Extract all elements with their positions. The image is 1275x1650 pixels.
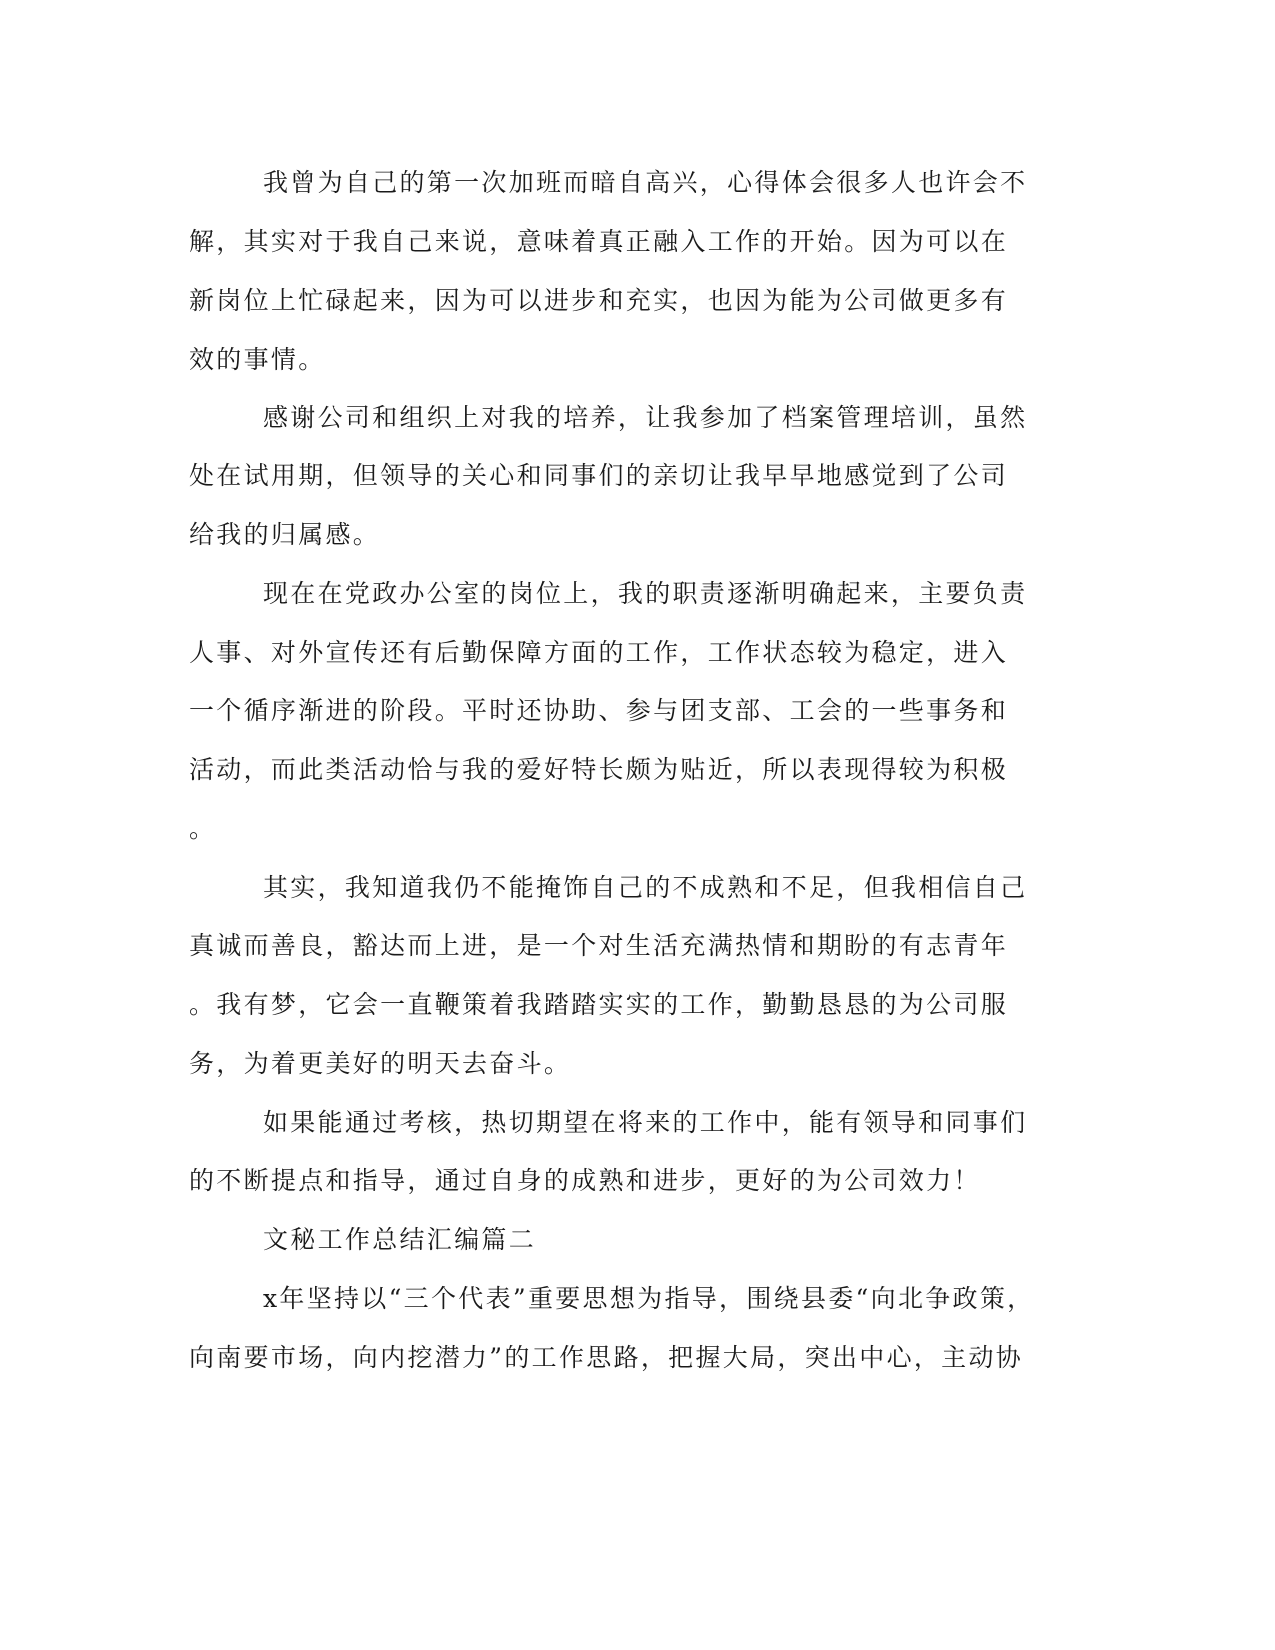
paragraph-line: 一个循序渐进的阶段。平时还协助、参与团支部、工会的一些事务和 (189, 696, 1009, 725)
paragraph-line: 如果能通过考核，热切期望在将来的工作中，能有领导和同事们 (263, 1108, 1028, 1137)
paragraph-line: 其实，我知道我仍不能掩饰自己的不成熟和不足，但我相信自己 (263, 873, 1028, 902)
paragraph-line: 新岗位上忙碌起来，因为可以进步和充实，也因为能为公司做更多有 (189, 286, 1009, 315)
paragraph-line: 务，为着更美好的明天去奋斗。 (189, 1049, 572, 1078)
paragraph-line: 活动，而此类活动恰与我的爱好特长颇为贴近，所以表现得较为积极 (189, 755, 1009, 784)
section-heading: 文秘工作总结汇编篇二 (263, 1225, 537, 1254)
paragraph-line: 给我的归属感。 (189, 520, 381, 549)
paragraph-line: 现在在党政办公室的岗位上，我的职责逐渐明确起来，主要负责 (263, 579, 1028, 608)
paragraph-line: 真诚而善良，豁达而上进，是一个对生活充满热情和期盼的有志青年 (189, 931, 1009, 960)
paragraph-line: 效的事情。 (189, 345, 326, 374)
paragraph-line: 的不断提点和指导，通过自身的成熟和进步，更好的为公司效力！ (189, 1166, 981, 1195)
paragraph-line: 人事、对外宣传还有后勤保障方面的工作，工作状态较为稳定，进入 (189, 638, 1009, 667)
paragraph-line: x年坚持以“三个代表”重要思想为指导，围绕县委“向北争政策， (263, 1284, 1035, 1313)
paragraph-line: 。 (189, 814, 217, 843)
paragraph-line: 解，其实对于我自己来说，意味着真正融入工作的开始。因为可以在 (189, 227, 1009, 256)
paragraph-line: 。我有梦，它会一直鞭策着我踏踏实实的工作，勤勤恳恳的为公司服 (189, 990, 1009, 1019)
paragraph-line: 感谢公司和组织上对我的培养，让我参加了档案管理培训，虽然 (263, 403, 1028, 432)
paragraph-line: 处在试用期，但领导的关心和同事们的亲切让我早早地感觉到了公司 (189, 461, 1009, 490)
paragraph-line: 向南要市场，向内挖潜力”的工作思路，把握大局，突出中心，主动协 (189, 1343, 1024, 1372)
paragraph-line: 我曾为自己的第一次加班而暗自高兴，心得体会很多人也许会不 (263, 168, 1028, 197)
